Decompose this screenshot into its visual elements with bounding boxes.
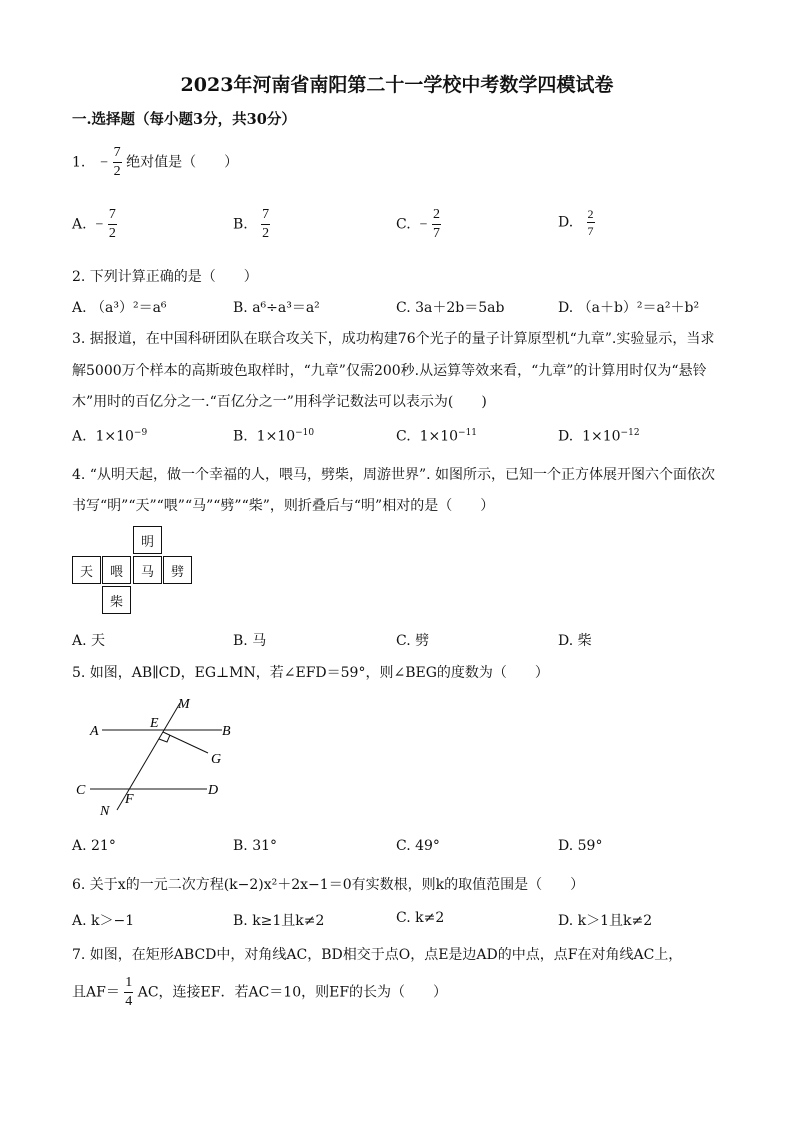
q1-option-c[interactable]: C. − $\frac{2}{7}$ <box>396 207 440 241</box>
label-a: A <box>90 724 99 739</box>
question-3-line-1: 3. 据报道，在中国科研团队在联合攻关下，成功构建76个光子的量子计算原型机“九章”.实验显示，当求 <box>72 331 715 347</box>
q1-option-a[interactable]: A. − $\frac{7}{2}$ <box>72 207 116 241</box>
q6-option-b[interactable]: B. k≥1且k≠2 <box>233 913 325 929</box>
q3-option-b[interactable]: B. $1\times 10^{-10}$ <box>233 428 315 445</box>
q3-option-d[interactable]: D. $1\times 10^{-12}$ <box>558 428 640 445</box>
q4-option-b[interactable]: B. 马 <box>233 633 267 649</box>
net-cell-row-2: 喂 <box>102 556 131 584</box>
q2-option-c[interactable]: C. 3a＋2b＝5ab <box>396 300 505 316</box>
q2-option-d[interactable]: D. （a＋b）²＝a²＋b² <box>558 300 700 316</box>
cube-net-diagram <box>72 526 194 616</box>
label-c: C <box>76 783 86 798</box>
parallel-lines-diagram <box>72 690 242 825</box>
q2-option-a[interactable]: A. （a³）²＝a⁶ <box>72 300 167 316</box>
q6-option-d[interactable]: D. k＞1且k≠2 <box>558 913 653 929</box>
label-g: G <box>211 752 222 767</box>
q1-option-b[interactable]: B. $\frac{7}{2}$ <box>233 207 270 241</box>
q3-option-c[interactable]: C. $1\times 10^{-11}$ <box>396 428 478 445</box>
q4-option-c[interactable]: C. 劈 <box>396 633 430 649</box>
net-cell-row-3: 马 <box>133 556 162 584</box>
label-d: D <box>208 783 219 798</box>
q4-option-d[interactable]: D. 柴 <box>558 633 592 649</box>
label-m: M <box>178 697 190 712</box>
net-cell-row-4: 劈 <box>163 556 192 584</box>
label-e: E <box>150 716 159 731</box>
q3-option-a[interactable]: A. $1\times 10^{-9}$ <box>72 428 148 445</box>
q6-option-a[interactable]: A. k＞−1 <box>72 913 135 929</box>
question-stem: 绝对值是（ ） <box>126 154 239 171</box>
q5-option-d[interactable]: D. 59° <box>558 838 603 854</box>
page-title: 2023年河南省南阳第二十一学校中考数学四模试卷 <box>180 74 614 96</box>
q4-option-a[interactable]: A. 天 <box>72 633 106 649</box>
q5-option-a[interactable]: A. 21° <box>72 838 116 854</box>
question-7-line-2: 且AF＝ $\frac{1}{4}$ AC，连接EF．若AC＝10，则EF的长为（ ） <box>72 975 448 1009</box>
question-6: 6. 关于x的一元二次方程(k−2)x²＋2x−1＝0有实数根，则k的取值范围是（ ） <box>72 877 585 893</box>
question-7-line-1: 7. 如图，在矩形ABCD中，对角线AC，BD相交于点O，点E是边AD的中点，点F在对角线AC上， <box>72 947 683 963</box>
question-1 <box>72 146 238 179</box>
section-heading: 一.选择题（每小题3分，共30分） <box>72 111 296 128</box>
q5-option-c[interactable]: C. 49° <box>396 838 440 854</box>
q2-option-b[interactable]: B. a⁶÷a³＝a² <box>233 300 320 316</box>
net-cell-top: 明 <box>133 526 162 554</box>
question-5: 5. 如图，AB∥CD，EG⊥MN，若∠EFD＝59°，则∠BEG的度数为（ ） <box>72 665 549 681</box>
fraction: $\frac{7}{2}$ <box>113 145 121 179</box>
q5-option-b[interactable]: B. 31° <box>233 838 278 854</box>
q1-option-d[interactable]: D. $\frac{2}{7}$ <box>558 207 594 238</box>
label-b: B <box>222 724 231 739</box>
question-4-line-1: 4. “从明天起，做一个幸福的人，喂马，劈柴，周游世界”. 如图所示，已知一个正方体展开图六个面依次 <box>72 467 716 483</box>
net-cell-row-1: 天 <box>72 556 101 584</box>
question-3-line-2: 解5000万个样本的高斯玻色取样时，“九章”仅需200秒.从运算等效来看，“九章”的计算用时仅为“悬铃 <box>72 363 707 379</box>
question-2: 2. 下列计算正确的是（ ） <box>72 269 258 285</box>
q6-option-c[interactable]: C. k≠2 <box>396 910 445 926</box>
fraction-sign: − <box>100 155 109 171</box>
question-number: 1. <box>72 154 86 171</box>
question-3-line-3: 木”用时的百亿分之一.“百亿分之一”用科学记数法可以表示为( ) <box>72 394 487 410</box>
question-4-line-2: 书写“明”“天”“喂”“马”“劈”“柴”，则折叠后与“明”相对的是（ ） <box>72 498 495 514</box>
label-n: N <box>100 804 110 819</box>
net-cell-bottom: 柴 <box>102 586 131 614</box>
label-f: F <box>125 792 134 807</box>
